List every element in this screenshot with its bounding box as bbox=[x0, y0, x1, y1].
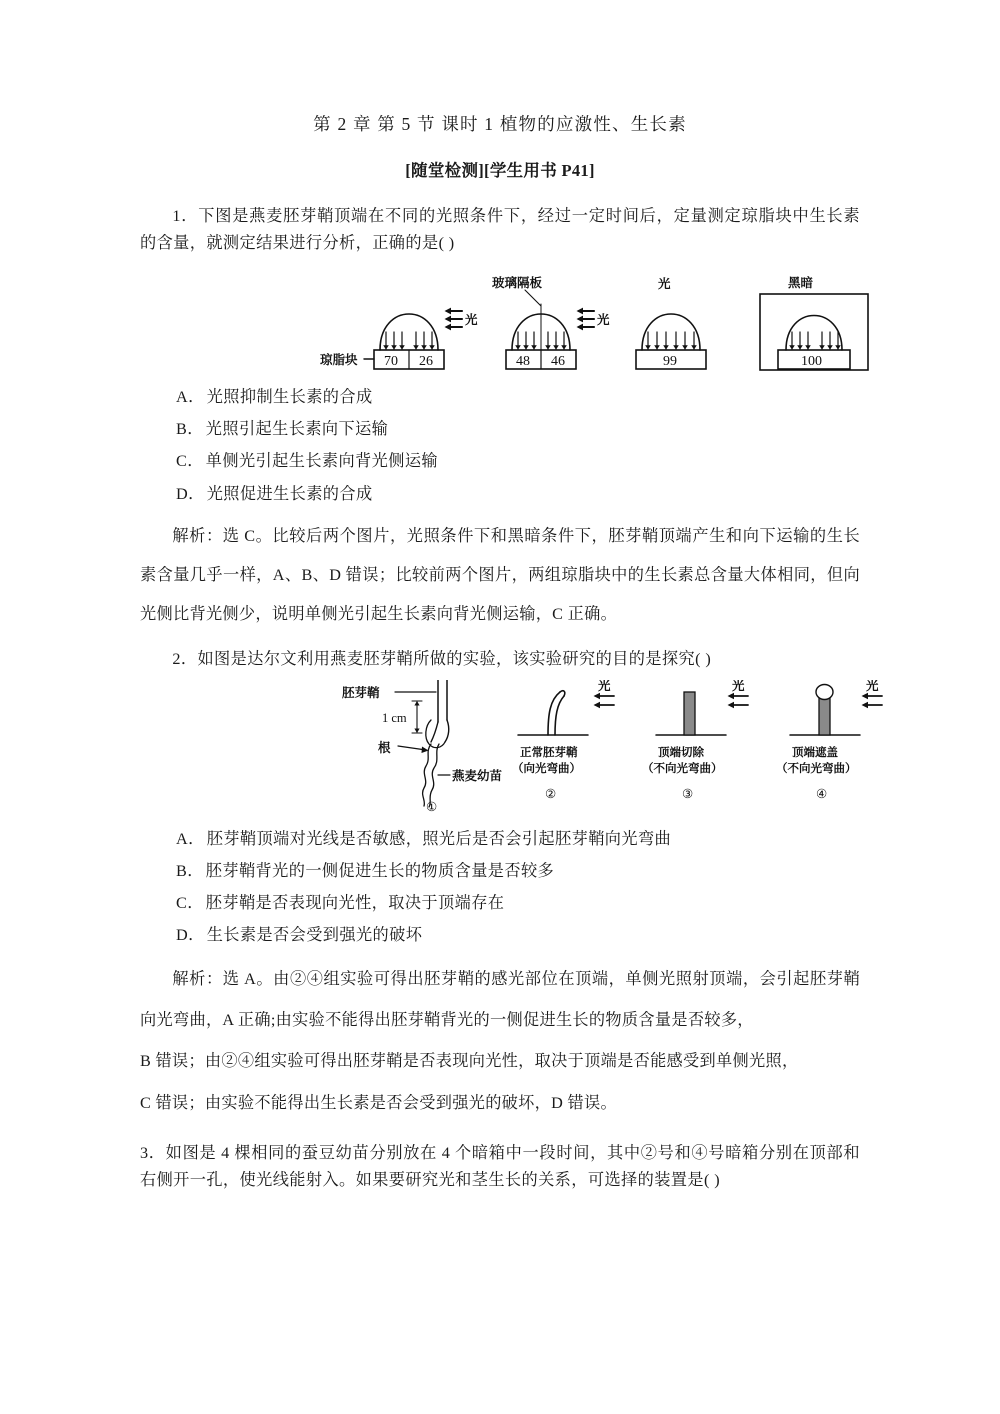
figure2-marker-1: ① bbox=[426, 800, 438, 815]
question-1-option-a bbox=[176, 385, 860, 410]
figure2-light-label-3: 光 bbox=[732, 680, 745, 694]
figure2-marker-2: ② bbox=[545, 787, 557, 802]
figure-2-container bbox=[140, 680, 879, 820]
option-d-label: D． bbox=[176, 484, 205, 503]
option-b-text: 光照引起生长素向下运输 bbox=[205, 420, 389, 439]
option-d-text: 生长素是否会受到强光的破坏 bbox=[206, 926, 423, 945]
figure2-marker-3: ③ bbox=[682, 787, 694, 802]
option-a-text: 光照抑制生长素的合成 bbox=[206, 388, 373, 407]
option-b-label: B． bbox=[176, 862, 204, 881]
option-a-text: 胚芽鞘顶端对光线是否敏感，照光后是否会引起胚芽鞘向光弯曲 bbox=[206, 830, 672, 849]
option-c-label: C． bbox=[176, 894, 204, 913]
figure1-value-d1: 100 bbox=[801, 354, 822, 370]
option-d-text: 光照促进生长素的合成 bbox=[206, 484, 373, 503]
figure2-caption-4-top: 顶端遮盖 bbox=[792, 747, 838, 760]
page-title: 第 2 章 第 5 节 课时 1 植物的应激性、生长素 bbox=[313, 114, 687, 134]
figure1-dark-label: 黑暗 bbox=[788, 276, 814, 291]
figure2-distance-label: 1 cm bbox=[382, 711, 407, 726]
figure2-caption-4-bottom: （不向光弯曲） bbox=[776, 763, 857, 776]
figure1-agar-label: 琼脂块 bbox=[320, 353, 358, 368]
figure1-value-a2: 26 bbox=[419, 354, 433, 370]
question-2-option-d bbox=[176, 923, 860, 948]
option-a-label: A． bbox=[176, 830, 205, 849]
question-1-option-b bbox=[176, 417, 860, 442]
figure2-seedling-label: 燕麦幼苗 bbox=[452, 769, 503, 784]
figure2-root-label: 根 bbox=[378, 741, 391, 756]
option-c-text: 单侧光引起生长素向背光侧运输 bbox=[205, 452, 439, 471]
figure2-coleoptile-label: 胚芽鞘 bbox=[342, 686, 380, 701]
figure-1 bbox=[320, 270, 900, 379]
figure-1-container bbox=[140, 270, 860, 378]
question-1-stem: 1．下图是燕麦胚芽鞘顶端在不同的光照条件下，经过一定时间后，定量测定琼脂块中生长素的含量，就测定结果进行分析，正确的是( ) bbox=[140, 206, 860, 253]
question-1-explanation: 解析：选 C。比较后两个图片，光照条件下和黑暗条件下，胚芽鞘顶端产生和向下运输的生长素含量几乎一样，A、B、D 错误；比较前两个图片，两组琼脂块中的生长素总含量大体相同，但向光侧比背光侧少，说明单侧光引起生长素向背光侧运输，C 正确。 bbox=[140, 526, 860, 624]
question-2-explanation-part1: 解析：选 A。由②④组实验可得出胚芽鞘的感光部位在顶端，单侧光照射顶端，会引起胚芽鞘向光弯曲，A 正确;由实验不能得出胚芽鞘背光的一侧促进生长的物质含量是否较多， bbox=[140, 969, 860, 1029]
figure2-caption-2-top: 正常胚芽鞘 bbox=[520, 747, 578, 760]
question-2-stem: 2．如图是达尔文利用燕麦胚芽鞘所做的实验，该实验研究的目的是探究( ) bbox=[172, 650, 712, 669]
figure2-marker-4: ④ bbox=[816, 787, 828, 802]
question-2-option-b bbox=[176, 859, 860, 884]
page-subtitle: [随堂检测][学生用书 P41] bbox=[405, 160, 595, 180]
question-2-option-a bbox=[176, 827, 860, 852]
figure1-light-label-c: 光 bbox=[658, 277, 671, 292]
figure1-value-c1: 99 bbox=[663, 354, 677, 370]
figure2-light-label-4: 光 bbox=[866, 680, 879, 694]
question-2-explanation-part2: B 错误；由②④组实验可得出胚芽鞘是否表现向光性，取决于顶端是否能感受到单侧光照， bbox=[140, 1052, 799, 1071]
option-b-text: 胚芽鞘背光的一侧促进生长的物质含量是否较多 bbox=[205, 862, 555, 881]
figure2-caption-3-bottom: （不向光弯曲） bbox=[642, 763, 723, 776]
figure2-caption-3-top: 顶端切除 bbox=[658, 747, 704, 760]
figure2-light-label-2: 光 bbox=[598, 680, 611, 694]
figure-2 bbox=[298, 680, 898, 820]
figure1-value-b2: 46 bbox=[551, 354, 565, 370]
question-2-option-c bbox=[176, 891, 860, 916]
question-3-stem: 3．如图是 4 棵相同的蚕豆幼苗分别放在 4 个暗箱中一段时间，其中②号和④号暗箱分别在顶部和右侧开一孔，使光线能射入。如果要研究光和茎生长的关系，可选择的装置是( ) bbox=[140, 1143, 860, 1190]
figure1-light-label-b: 光 bbox=[597, 313, 610, 328]
option-c-label: C． bbox=[176, 452, 204, 471]
question-1-option-c bbox=[176, 449, 860, 474]
option-a-label: A． bbox=[176, 388, 205, 407]
figure1-value-b1: 48 bbox=[516, 354, 530, 370]
option-d-label: D． bbox=[176, 926, 205, 945]
figure1-glass-plate-label: 玻璃隔板 bbox=[492, 276, 543, 291]
figure2-caption-2-bottom: （向光弯曲） bbox=[512, 763, 581, 776]
figure1-light-label-a: 光 bbox=[465, 313, 478, 328]
figure1-value-a1: 70 bbox=[384, 354, 398, 370]
option-b-label: B． bbox=[176, 420, 204, 439]
question-2-explanation-part3: C 错误；由实验不能得出生长素是否会受到强光的破坏，D 错误。 bbox=[140, 1093, 617, 1112]
question-1-option-d bbox=[176, 482, 860, 507]
option-c-text: 胚芽鞘是否表现向光性，取决于顶端存在 bbox=[205, 894, 505, 913]
